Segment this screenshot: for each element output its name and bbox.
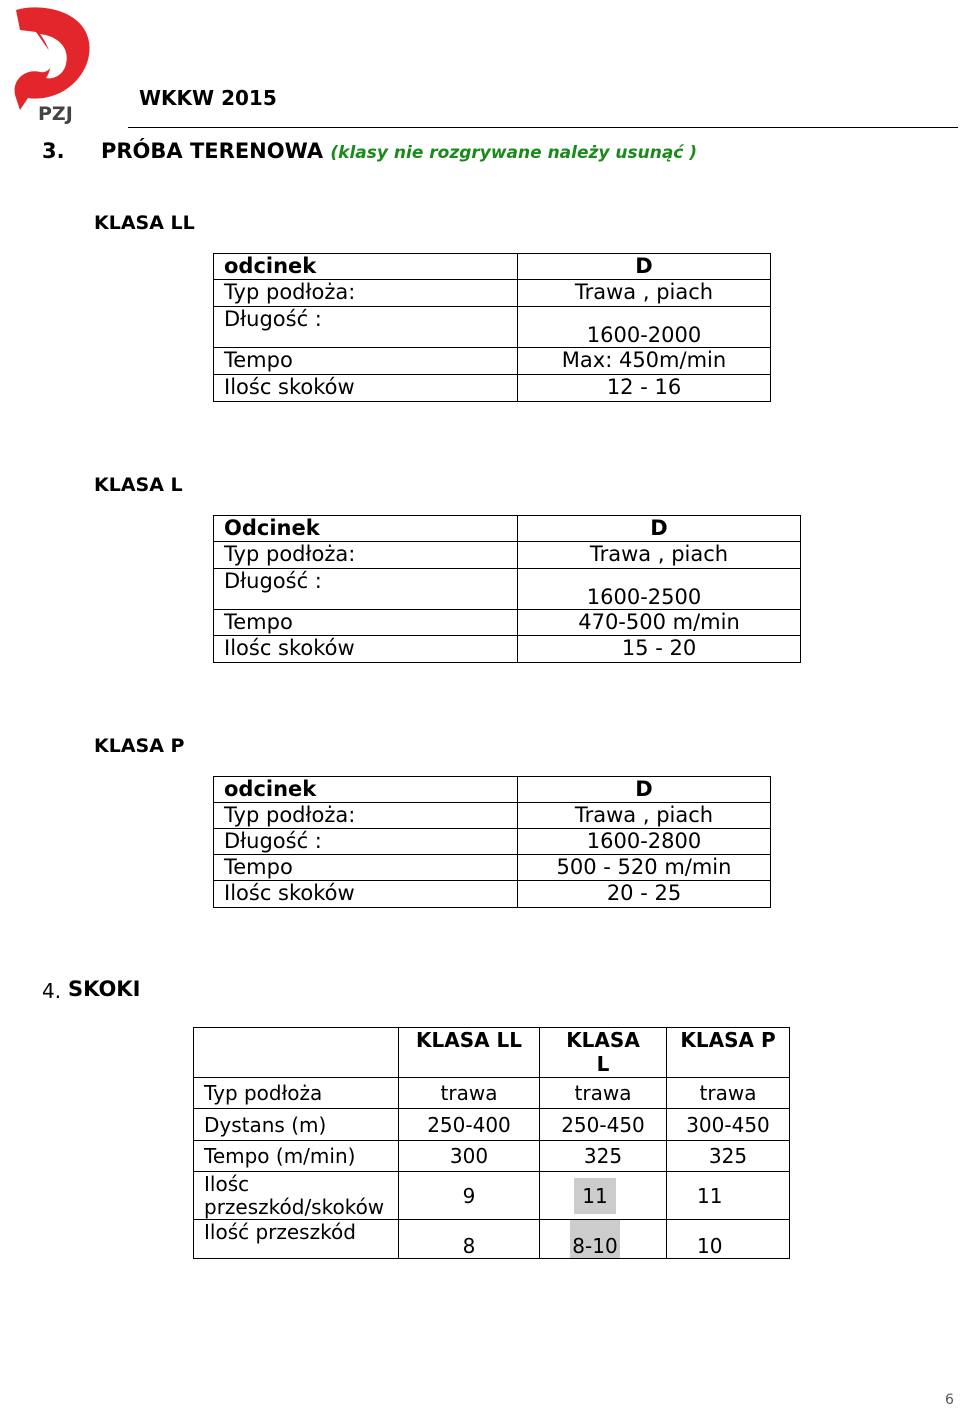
skoki-cell: 9 <box>399 1172 540 1220</box>
table-cell-value: 470-500 m/min <box>518 610 801 636</box>
section-4-number: 4. <box>42 979 62 1003</box>
section-3-heading <box>101 139 697 163</box>
table-cell-label: Typ podłoża: <box>214 542 518 569</box>
klasa-p-table <box>213 776 771 908</box>
table-cell-label: Odcinek <box>214 516 518 542</box>
skoki-row-label: Typ podłoża <box>194 1078 399 1109</box>
table-cell-value: 15 - 20 <box>518 636 801 663</box>
skoki-col-header-text: KLASA L <box>566 1028 640 1076</box>
table-cell-label: Tempo <box>214 855 518 881</box>
table-cell-label: Typ podłoża: <box>214 803 518 829</box>
logo-text: PZJ <box>38 103 73 124</box>
table-cell-value: 12 - 16 <box>518 375 771 402</box>
table-cell-value: 500 - 520 m/min <box>518 855 771 881</box>
skoki-cell <box>540 1172 667 1220</box>
skoki-col-header: KLASA LL <box>399 1028 540 1078</box>
table-cell-label: Długość : <box>214 307 518 348</box>
table-cell-label: Typ podłoża: <box>214 280 518 307</box>
table-cell-value: Trawa , piach <box>518 803 771 829</box>
table-cell-label: odcinek <box>214 777 518 803</box>
table-cell-label: Ilośc skoków <box>214 636 518 663</box>
skoki-corner-cell <box>194 1028 399 1078</box>
section-3-title: PRÓBA TERENOWA <box>101 139 324 163</box>
skoki-cell: 250-450 <box>540 1109 667 1141</box>
table-cell-label: Długość : <box>214 569 518 610</box>
section-3-note: (klasy nie rozgrywane należy usunąć ) <box>330 143 698 163</box>
document-title: WKKW 2015 <box>139 86 277 110</box>
table-cell-label: Ilośc skoków <box>214 881 518 908</box>
klasa-p-title: KLASA P <box>94 735 185 757</box>
skoki-cell: 11 <box>667 1172 790 1220</box>
pzj-logo <box>6 2 92 124</box>
skoki-table <box>193 1027 790 1259</box>
table-cell-label: Tempo <box>214 348 518 375</box>
skoki-row-label: Ilośc przeszkód/skoków <box>194 1172 399 1220</box>
skoki-col-header <box>540 1028 667 1078</box>
skoki-cell: trawa <box>399 1078 540 1109</box>
klasa-ll-title: KLASA LL <box>94 212 195 234</box>
skoki-cell: 325 <box>540 1141 667 1172</box>
table-cell-label: Długość : <box>214 829 518 855</box>
table-cell-label: odcinek <box>214 254 518 280</box>
skoki-highlighted-value: 11 <box>574 1178 615 1214</box>
skoki-row-label: Dystans (m) <box>194 1109 399 1141</box>
table-cell-value: Max: 450m/min <box>518 348 771 375</box>
klasa-ll-table <box>213 253 771 402</box>
skoki-cell: trawa <box>667 1078 790 1109</box>
skoki-cell: 325 <box>667 1141 790 1172</box>
skoki-row-label: Ilość przeszkód <box>194 1220 399 1259</box>
skoki-cell: 300 <box>399 1141 540 1172</box>
table-cell-value: 1600-2000 <box>518 307 771 348</box>
skoki-cell <box>540 1220 667 1259</box>
table-cell-value: D <box>518 777 771 803</box>
skoki-highlighted-value: 8-10 <box>570 1220 619 1258</box>
table-cell-value: Trawa , piach <box>518 542 801 569</box>
klasa-l-table <box>213 515 801 663</box>
table-cell-label: Tempo <box>214 610 518 636</box>
skoki-cell: 10 <box>667 1220 790 1259</box>
page-number: 6 <box>945 1392 954 1408</box>
table-cell-label: Ilośc skoków <box>214 375 518 402</box>
skoki-cell: 300-450 <box>667 1109 790 1141</box>
table-cell-value: 1600-2500 <box>518 569 801 610</box>
section-4-title: SKOKI <box>68 977 141 1001</box>
table-cell-value: 20 - 25 <box>518 881 771 908</box>
table-cell-value: 1600-2800 <box>518 829 771 855</box>
skoki-cell: 250-400 <box>399 1109 540 1141</box>
table-cell-value: Trawa , piach <box>518 280 771 307</box>
section-3-number: 3. <box>42 139 65 163</box>
skoki-row-label: Tempo (m/min) <box>194 1141 399 1172</box>
table-cell-value: D <box>518 254 771 280</box>
header-divider <box>128 127 958 128</box>
table-cell-value: D <box>518 516 801 542</box>
skoki-cell: 8 <box>399 1220 540 1259</box>
skoki-cell: trawa <box>540 1078 667 1109</box>
skoki-col-header: KLASA P <box>667 1028 790 1078</box>
klasa-l-title: KLASA L <box>94 474 183 496</box>
